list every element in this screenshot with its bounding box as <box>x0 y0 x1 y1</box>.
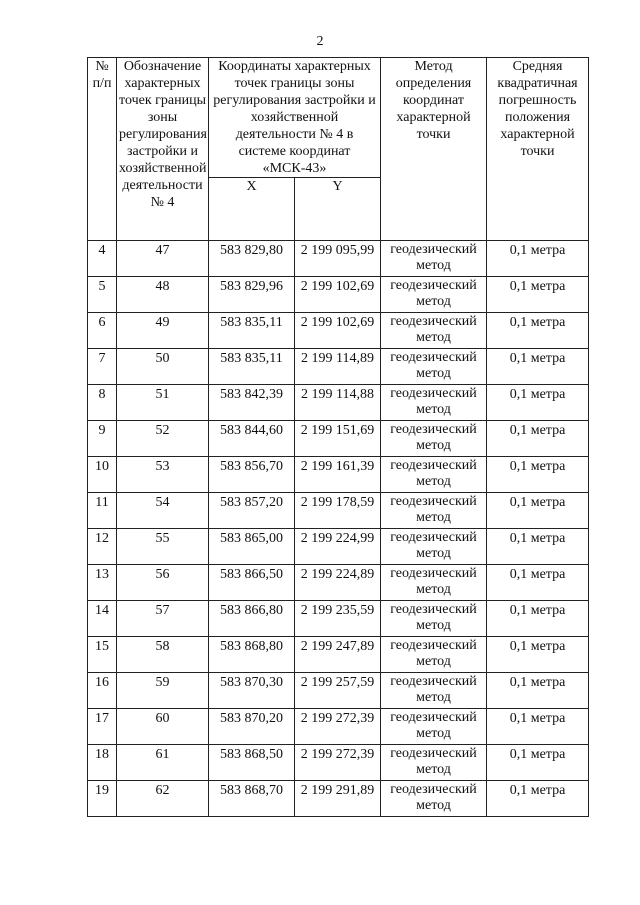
header-no: № п/п <box>88 58 117 241</box>
method-cell: геодезический метод <box>381 277 487 313</box>
header-y: Y <box>295 178 381 241</box>
method-cell: геодезический метод <box>381 565 487 601</box>
coordinate-y: 2 199 151,69 <box>295 421 381 457</box>
row-number: 9 <box>88 421 117 457</box>
error-cell: 0,1 метра <box>487 457 589 493</box>
coordinate-y: 2 199 257,59 <box>295 673 381 709</box>
error-cell: 0,1 метра <box>487 565 589 601</box>
coordinate-x: 583 866,50 <box>209 565 295 601</box>
coordinate-x: 583 844,60 <box>209 421 295 457</box>
point-designation: 61 <box>117 745 209 781</box>
point-designation: 62 <box>117 781 209 817</box>
row-number: 13 <box>88 565 117 601</box>
table-row <box>88 241 589 277</box>
point-designation: 47 <box>117 241 209 277</box>
table-row <box>88 565 589 601</box>
error-cell: 0,1 метра <box>487 313 589 349</box>
point-designation: 54 <box>117 493 209 529</box>
method-cell: геодезический метод <box>381 421 487 457</box>
table-row <box>88 313 589 349</box>
row-number: 15 <box>88 637 117 673</box>
error-cell: 0,1 метра <box>487 277 589 313</box>
table-row <box>88 781 589 817</box>
coordinate-y: 2 199 095,99 <box>295 241 381 277</box>
coordinate-x: 583 842,39 <box>209 385 295 421</box>
row-number: 8 <box>88 385 117 421</box>
error-cell: 0,1 метра <box>487 529 589 565</box>
coordinate-x: 583 868,50 <box>209 745 295 781</box>
header-x: X <box>209 178 295 241</box>
point-designation: 60 <box>117 709 209 745</box>
table-row <box>88 277 589 313</box>
coordinate-x: 583 856,70 <box>209 457 295 493</box>
row-number: 12 <box>88 529 117 565</box>
error-cell: 0,1 метра <box>487 349 589 385</box>
coordinate-x: 583 868,80 <box>209 637 295 673</box>
table-row <box>88 637 589 673</box>
method-cell: геодезический метод <box>381 745 487 781</box>
coordinate-x: 583 829,96 <box>209 277 295 313</box>
coordinate-y: 2 199 178,59 <box>295 493 381 529</box>
point-designation: 55 <box>117 529 209 565</box>
coordinate-y: 2 199 247,89 <box>295 637 381 673</box>
table-row <box>88 745 589 781</box>
error-cell: 0,1 метра <box>487 709 589 745</box>
method-cell: геодезический метод <box>381 781 487 817</box>
coordinate-y: 2 199 272,39 <box>295 745 381 781</box>
coordinate-y: 2 199 114,88 <box>295 385 381 421</box>
row-number: 18 <box>88 745 117 781</box>
table-body <box>88 241 589 817</box>
coordinate-y: 2 199 272,39 <box>295 709 381 745</box>
table-row <box>88 529 589 565</box>
row-number: 16 <box>88 673 117 709</box>
method-cell: геодезический метод <box>381 673 487 709</box>
error-cell: 0,1 метра <box>487 673 589 709</box>
error-cell: 0,1 метра <box>487 493 589 529</box>
table-row <box>88 457 589 493</box>
point-designation: 58 <box>117 637 209 673</box>
table-row <box>88 601 589 637</box>
point-designation: 51 <box>117 385 209 421</box>
point-designation: 56 <box>117 565 209 601</box>
row-number: 10 <box>88 457 117 493</box>
coordinate-x: 583 870,30 <box>209 673 295 709</box>
method-cell: геодезический метод <box>381 349 487 385</box>
method-cell: геодезический метод <box>381 709 487 745</box>
method-cell: геодезический метод <box>381 385 487 421</box>
point-designation: 57 <box>117 601 209 637</box>
coordinates-table <box>87 57 589 817</box>
table-row <box>88 385 589 421</box>
coordinate-x: 583 870,20 <box>209 709 295 745</box>
method-cell: геодезический метод <box>381 313 487 349</box>
coordinate-y: 2 199 224,99 <box>295 529 381 565</box>
coordinate-y: 2 199 291,89 <box>295 781 381 817</box>
table-row <box>88 349 589 385</box>
coordinate-y: 2 199 102,69 <box>295 313 381 349</box>
point-designation: 53 <box>117 457 209 493</box>
row-number: 11 <box>88 493 117 529</box>
coordinate-y: 2 199 161,39 <box>295 457 381 493</box>
coordinate-y: 2 199 224,89 <box>295 565 381 601</box>
coordinate-y: 2 199 102,69 <box>295 277 381 313</box>
row-number: 6 <box>88 313 117 349</box>
header-row <box>88 58 589 178</box>
page-number: 2 <box>316 34 324 49</box>
header-coordinates: Координаты характерных точек границы зоны регулирования застройки и хозяйственной деятельности № 4 в системе координат «МСК-43» <box>209 58 381 178</box>
method-cell: геодезический метод <box>381 529 487 565</box>
method-cell: геодезический метод <box>381 241 487 277</box>
point-designation: 49 <box>117 313 209 349</box>
table-row <box>88 673 589 709</box>
coordinate-x: 583 868,70 <box>209 781 295 817</box>
coordinate-x: 583 857,20 <box>209 493 295 529</box>
method-cell: геодезический метод <box>381 637 487 673</box>
error-cell: 0,1 метра <box>487 241 589 277</box>
error-cell: 0,1 метра <box>487 781 589 817</box>
header-error: Средняя квадратичная погрешность положения характерной точки <box>487 58 589 241</box>
error-cell: 0,1 метра <box>487 601 589 637</box>
method-cell: геодезический метод <box>381 601 487 637</box>
error-cell: 0,1 метра <box>487 421 589 457</box>
point-designation: 52 <box>117 421 209 457</box>
coordinate-x: 583 835,11 <box>209 313 295 349</box>
method-cell: геодезический метод <box>381 457 487 493</box>
row-number: 14 <box>88 601 117 637</box>
error-cell: 0,1 метра <box>487 745 589 781</box>
coordinate-x: 583 835,11 <box>209 349 295 385</box>
coordinate-y: 2 199 235,59 <box>295 601 381 637</box>
point-designation: 59 <box>117 673 209 709</box>
table-row <box>88 493 589 529</box>
row-number: 7 <box>88 349 117 385</box>
row-number: 19 <box>88 781 117 817</box>
point-designation: 48 <box>117 277 209 313</box>
row-number: 4 <box>88 241 117 277</box>
error-cell: 0,1 метра <box>487 637 589 673</box>
row-number: 17 <box>88 709 117 745</box>
row-number: 5 <box>88 277 117 313</box>
coordinate-x: 583 829,80 <box>209 241 295 277</box>
error-cell: 0,1 метра <box>487 385 589 421</box>
table-row <box>88 421 589 457</box>
coordinate-x: 583 866,80 <box>209 601 295 637</box>
coordinate-y: 2 199 114,89 <box>295 349 381 385</box>
coordinate-x: 583 865,00 <box>209 529 295 565</box>
method-cell: геодезический метод <box>381 493 487 529</box>
header-designation: Обозначение характерных точек границы зоны регулирования застройки и хозяйственной деятельности № 4 <box>117 58 209 241</box>
table-row <box>88 709 589 745</box>
point-designation: 50 <box>117 349 209 385</box>
header-method: Метод определения координат характерной точки <box>381 58 487 241</box>
